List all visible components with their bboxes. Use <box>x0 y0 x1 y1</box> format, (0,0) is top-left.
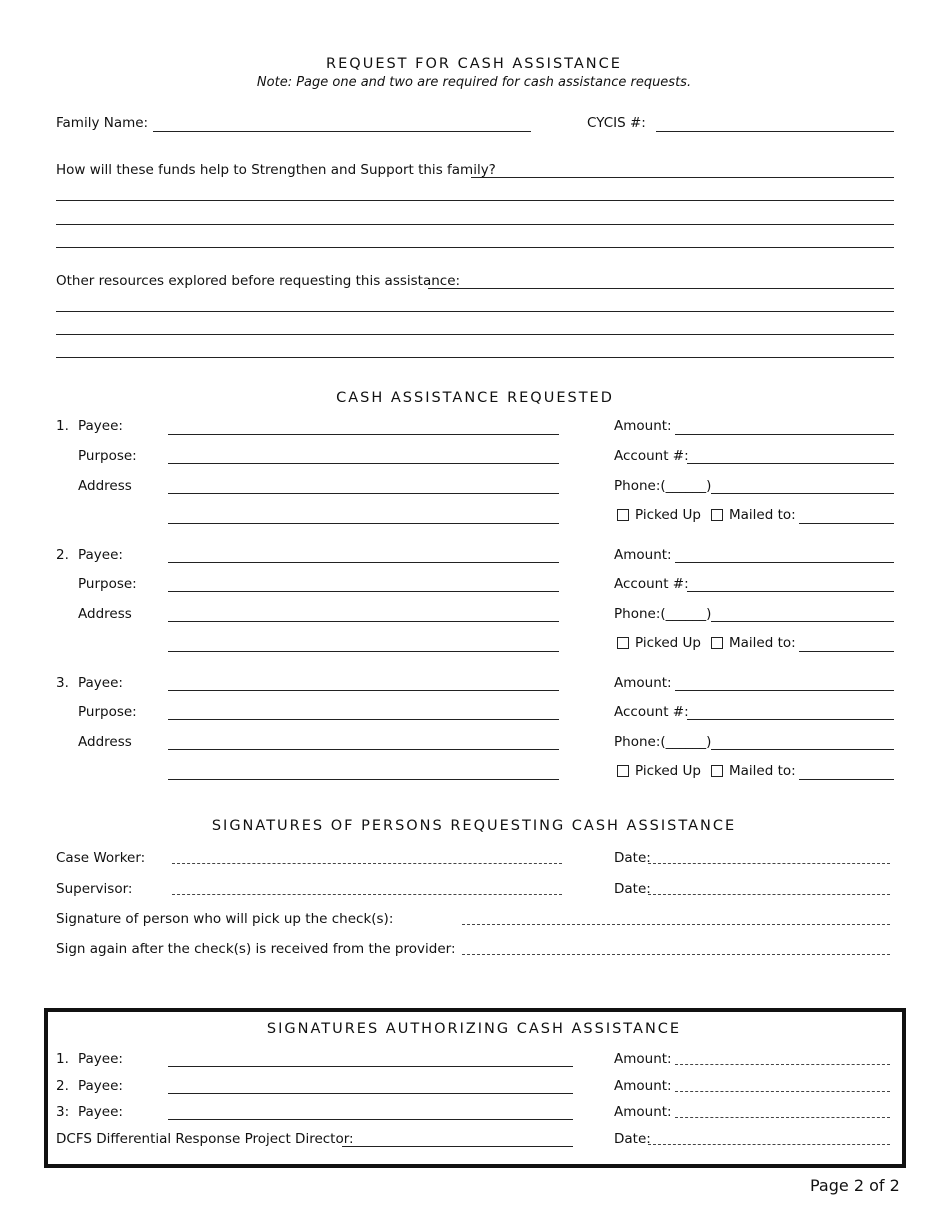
family-name-label: Family Name: <box>56 115 149 131</box>
mailed-to-option[interactable] <box>711 763 796 779</box>
mailed-to-label: Mailed to: <box>729 507 796 523</box>
supervisor-signature-line[interactable] <box>172 894 562 895</box>
picked-up-option[interactable] <box>617 763 701 779</box>
picked-up-label: Picked Up <box>635 763 701 779</box>
entry-number: 3. <box>56 675 69 691</box>
purpose-label: Purpose: <box>78 704 137 720</box>
account-field[interactable] <box>687 719 894 720</box>
mailed-to-option[interactable] <box>711 635 796 651</box>
entry-number: 1. <box>56 418 69 434</box>
address-field[interactable] <box>168 493 559 494</box>
auth-payee-label: Payee: <box>78 1078 123 1094</box>
funds-answer-line[interactable] <box>56 224 894 225</box>
requested-section-title: CASH ASSISTANCE REQUESTED <box>336 390 614 406</box>
address-field-line2[interactable] <box>168 779 559 780</box>
payee-label: Payee: <box>78 547 123 563</box>
mailed-to-checkbox[interactable] <box>711 765 723 777</box>
phone-field[interactable] <box>711 493 894 494</box>
funds-answer-line[interactable] <box>471 177 894 178</box>
entry-number: 2. <box>56 547 69 563</box>
auth-payee-field[interactable] <box>168 1119 573 1120</box>
mailed-to-field[interactable] <box>799 651 894 652</box>
phone-field[interactable] <box>711 749 894 750</box>
cycis-field[interactable] <box>656 131 894 132</box>
account-label: Account #: <box>614 576 689 592</box>
purpose-label: Purpose: <box>78 576 137 592</box>
purpose-field[interactable] <box>168 591 559 592</box>
page-number: Page 2 of 2 <box>810 1176 900 1195</box>
auth-entry-number: 2. <box>56 1078 69 1094</box>
funds-question-label: How will these funds help to Strengthen and Support this family? <box>56 162 496 178</box>
sign-again-line[interactable] <box>462 954 890 955</box>
cycis-label: CYCIS #: <box>587 115 646 131</box>
auth-amount-label: Amount: <box>614 1104 672 1120</box>
picked-up-label: Picked Up <box>635 507 701 523</box>
payee-field[interactable] <box>168 690 559 691</box>
amount-field[interactable] <box>675 690 894 691</box>
address-field[interactable] <box>168 749 559 750</box>
auth-amount-line[interactable] <box>675 1117 890 1118</box>
purpose-field[interactable] <box>168 719 559 720</box>
payee-field[interactable] <box>168 562 559 563</box>
case-worker-date-line[interactable] <box>648 863 890 864</box>
payee-label: Payee: <box>78 418 123 434</box>
address-field[interactable] <box>168 621 559 622</box>
funds-answer-line[interactable] <box>56 200 894 201</box>
phone-label: Phone:(______) <box>614 734 712 750</box>
auth-amount-label: Amount: <box>614 1051 672 1067</box>
amount-label: Amount: <box>614 418 672 434</box>
auth-entry-number: 3: <box>56 1104 70 1120</box>
signatures-section-title: SIGNATURES OF PERSONS REQUESTING CASH ASSISTANCE <box>211 818 737 834</box>
director-date-label: Date: <box>614 1131 651 1147</box>
director-signature-field[interactable] <box>342 1146 573 1147</box>
picked-up-option[interactable] <box>617 635 701 651</box>
auth-payee-label: Payee: <box>78 1104 123 1120</box>
other-resources-line[interactable] <box>56 334 894 335</box>
phone-label: Phone:(______) <box>614 478 712 494</box>
sign-again-label: Sign again after the check(s) is received from the provider: <box>56 941 456 957</box>
other-resources-label: Other resources explored before requesting this assistance: <box>56 273 461 289</box>
account-label: Account #: <box>614 704 689 720</box>
mailed-to-checkbox[interactable] <box>711 509 723 521</box>
auth-payee-field[interactable] <box>168 1093 573 1094</box>
account-label: Account #: <box>614 448 689 464</box>
supervisor-date-line[interactable] <box>648 894 890 895</box>
pickup-signature-label: Signature of person who will pick up the check(s): <box>56 911 394 927</box>
auth-payee-label: Payee: <box>78 1051 123 1067</box>
form-title: REQUEST FOR CASH ASSISTANCE <box>326 56 622 72</box>
other-resources-line[interactable] <box>56 311 894 312</box>
amount-field[interactable] <box>675 562 894 563</box>
amount-label: Amount: <box>614 675 672 691</box>
case-worker-date-label: Date: <box>614 850 651 866</box>
address-field-line2[interactable] <box>168 523 559 524</box>
phone-label: Phone:(______) <box>614 606 712 622</box>
address-label: Address <box>78 478 132 494</box>
family-name-field[interactable] <box>153 131 531 132</box>
purpose-label: Purpose: <box>78 448 137 464</box>
supervisor-date-label: Date: <box>614 881 651 897</box>
other-resources-line[interactable] <box>56 357 894 358</box>
director-date-line[interactable] <box>648 1144 890 1145</box>
auth-amount-label: Amount: <box>614 1078 672 1094</box>
mailed-to-label: Mailed to: <box>729 763 796 779</box>
auth-amount-line[interactable] <box>675 1064 890 1065</box>
phone-field[interactable] <box>711 621 894 622</box>
picked-up-checkbox[interactable] <box>617 637 629 649</box>
mailed-to-checkbox[interactable] <box>711 637 723 649</box>
amount-field[interactable] <box>675 434 894 435</box>
account-field[interactable] <box>687 463 894 464</box>
payee-label: Payee: <box>78 675 123 691</box>
purpose-field[interactable] <box>168 463 559 464</box>
picked-up-label: Picked Up <box>635 635 701 651</box>
mailed-to-field[interactable] <box>799 779 894 780</box>
amount-label: Amount: <box>614 547 672 563</box>
auth-entry-number: 1. <box>56 1051 69 1067</box>
authorizing-section-title: SIGNATURES AUTHORIZING CASH ASSISTANCE <box>266 1021 682 1037</box>
director-label: DCFS Differential Response Project Director: <box>56 1131 354 1147</box>
pickup-signature-line[interactable] <box>462 924 890 925</box>
case-worker-signature-line[interactable] <box>172 863 562 864</box>
funds-answer-line[interactable] <box>56 247 894 248</box>
form-note: Note: Page one and two are required for cash assistance requests. <box>256 75 692 90</box>
address-label: Address <box>78 606 132 622</box>
picked-up-checkbox[interactable] <box>617 509 629 521</box>
mailed-to-label: Mailed to: <box>729 635 796 651</box>
other-resources-line[interactable] <box>428 288 894 289</box>
supervisor-label: Supervisor: <box>56 881 133 897</box>
mailed-to-field[interactable] <box>799 523 894 524</box>
mailed-to-option[interactable] <box>711 507 796 523</box>
auth-payee-field[interactable] <box>168 1066 573 1067</box>
picked-up-option[interactable] <box>617 507 701 523</box>
address-field-line2[interactable] <box>168 651 559 652</box>
auth-amount-line[interactable] <box>675 1091 890 1092</box>
payee-field[interactable] <box>168 434 559 435</box>
picked-up-checkbox[interactable] <box>617 765 629 777</box>
case-worker-label: Case Worker: <box>56 850 146 866</box>
address-label: Address <box>78 734 132 750</box>
account-field[interactable] <box>687 591 894 592</box>
